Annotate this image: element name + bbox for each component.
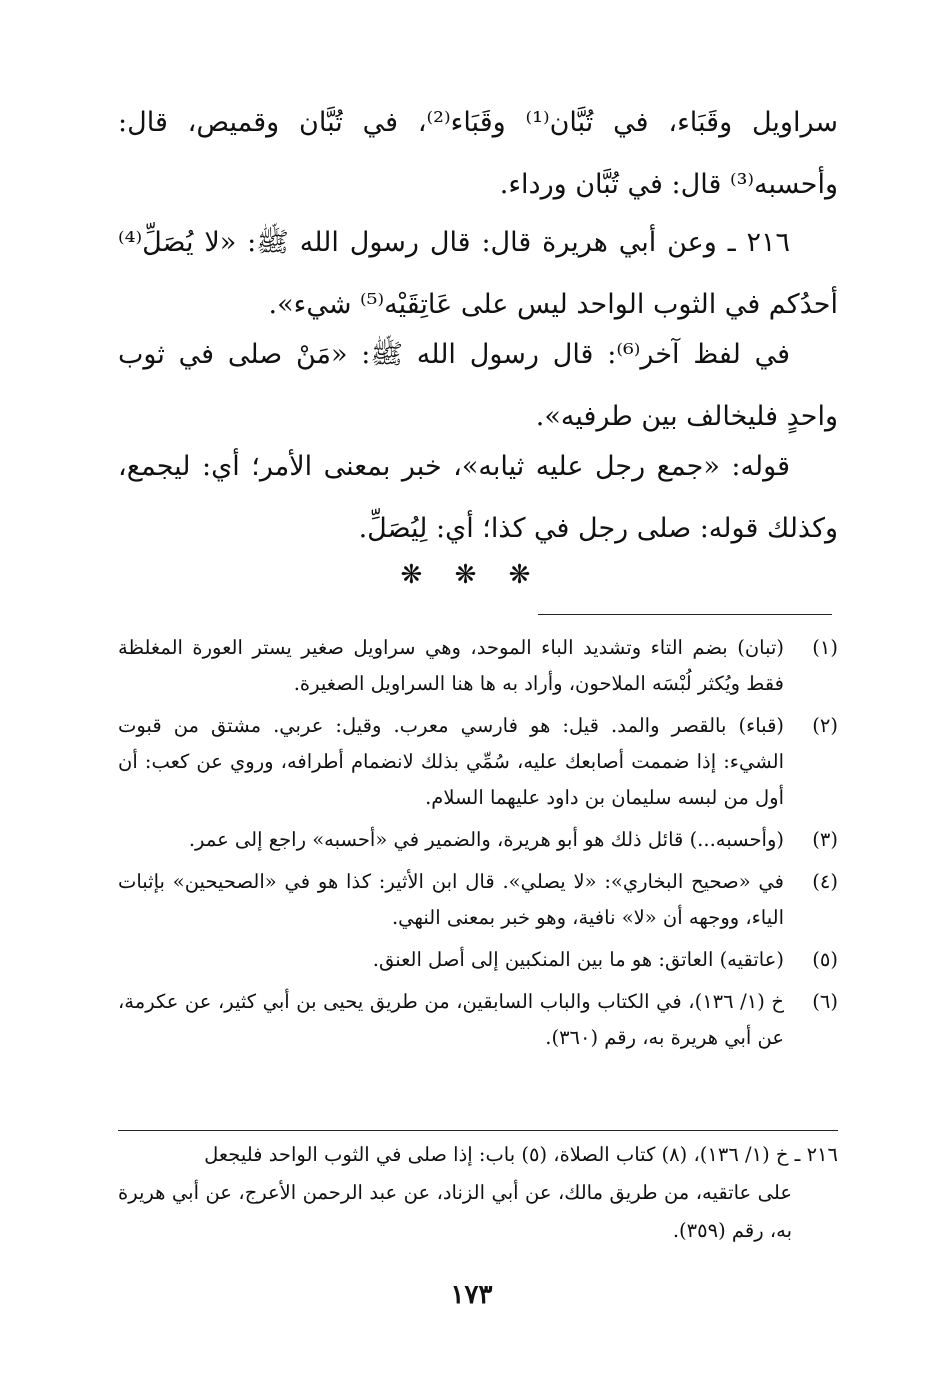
body-text-4: قوله: «جمع رجل عليه ثيابه»، خبر بمعنى الأمر؛ أي: ليجمع، وكذلك قوله: صلى رجل في كذا؛ أي: لِيُصَلِّ.	[118, 451, 838, 544]
footnote-text: (وأحسبه...) قائل ذلك هو أبو هريرة، والضمير في «أحسبه» راجع إلى عمر.	[188, 828, 784, 851]
footnote-divider	[538, 614, 832, 615]
page-number: ١٧٣	[450, 1280, 493, 1310]
hadith-216	[118, 212, 838, 336]
footnote-number: (١)	[812, 636, 838, 659]
footnote-text: (قباء) بالقصر والمد. قيل: هو فارسي معرب. وقيل: عربي. مشتق من قبوت الشيء: إذا ضممت أصابعك عليه، سُمِّي بذلك لانضمام أطرافه، وروي عن كعب: أن أول من لبسه سليمان بن داود عليهما السلام.	[118, 714, 784, 809]
source-line-2: على عاتقيه، من طريق مالك، عن أبي الزناد، عن عبد الرحمن الأعرج، عن أبي هريرة به، رقم (٣٥٩).	[118, 1181, 792, 1242]
footnote-number: (٢)	[812, 714, 838, 737]
footnote-number: (٣)	[812, 828, 838, 851]
footnote-3	[118, 822, 838, 858]
footnote-text: خ (١/ ١٣٦)، في الكتاب والباب السابقين، من طريق يحيى بن أبي كثير، عن عكرمة، عن أبي هريرة به، رقم (٣٦٠).	[118, 990, 784, 1049]
section-separator: ❋ ❋ ❋	[400, 560, 543, 590]
footnote-number: (٦)	[812, 990, 838, 1013]
hadith-variant	[118, 324, 838, 448]
footnote-1	[118, 630, 838, 702]
footnotes	[118, 630, 838, 1062]
source-line-1: ٢١٦ ـ خ (١/ ١٣٦)، (٨) كتاب الصلاة، (٥) باب: إذا صلى في الثوب الواحد فليجعل	[204, 1143, 838, 1166]
footnote-2	[118, 708, 838, 816]
footnote-6	[118, 984, 838, 1056]
footnote-text: في «صحيح البخاري»: «لا يصلي». قال ابن الأثير: كذا هو في «الصحيحين» بإثبات الياء، ووجهه أن «لا» نافية، وهو خبر بمعنى النهي.	[118, 870, 784, 929]
footnote-text: (عاتقيه) العاتق: هو ما بين المنكبين إلى أصل العنق.	[372, 948, 784, 971]
footnote-number: (٤)	[812, 870, 838, 893]
footnote-5	[118, 942, 838, 978]
source-reference	[118, 1136, 838, 1250]
paragraph-continuation	[118, 92, 838, 216]
body-text-3: في لفظ آخر⁽⁶⁾: قال رسول الله ﷺ: «مَنْ صلى في ثوب واحدٍ فليخالف بين طرفيه».	[118, 339, 838, 432]
footnote-text: (تبان) بضم التاء وتشديد الباء الموحد، وهي سراويل صغير يستر العورة المغلظة فقط ويُكثر لُبْسَه الملاحون، وأراد به ها هنا السراويل الصغيرة.	[118, 636, 784, 695]
footnote-number: (٥)	[812, 948, 838, 971]
commentary	[118, 436, 838, 560]
footnote-4	[118, 864, 838, 936]
body-text-1: سراويل وقَبَاء، في تُبَّان⁽¹⁾ وقَبَاء⁽²⁾، في تُبَّان وقميص، قال: وأحسبه⁽³⁾ قال: في تُبَّان ورداء.	[118, 107, 838, 200]
body-text-2: ٢١٦ ـ وعن أبي هريرة قال: قال رسول الله ﷺ: «لا يُصَلِّ⁽⁴⁾ أحدُكم في الثوب الواحد ليس على عَاتِقَيْه⁽⁵⁾ شيء».	[118, 227, 838, 320]
source-divider	[118, 1130, 838, 1131]
